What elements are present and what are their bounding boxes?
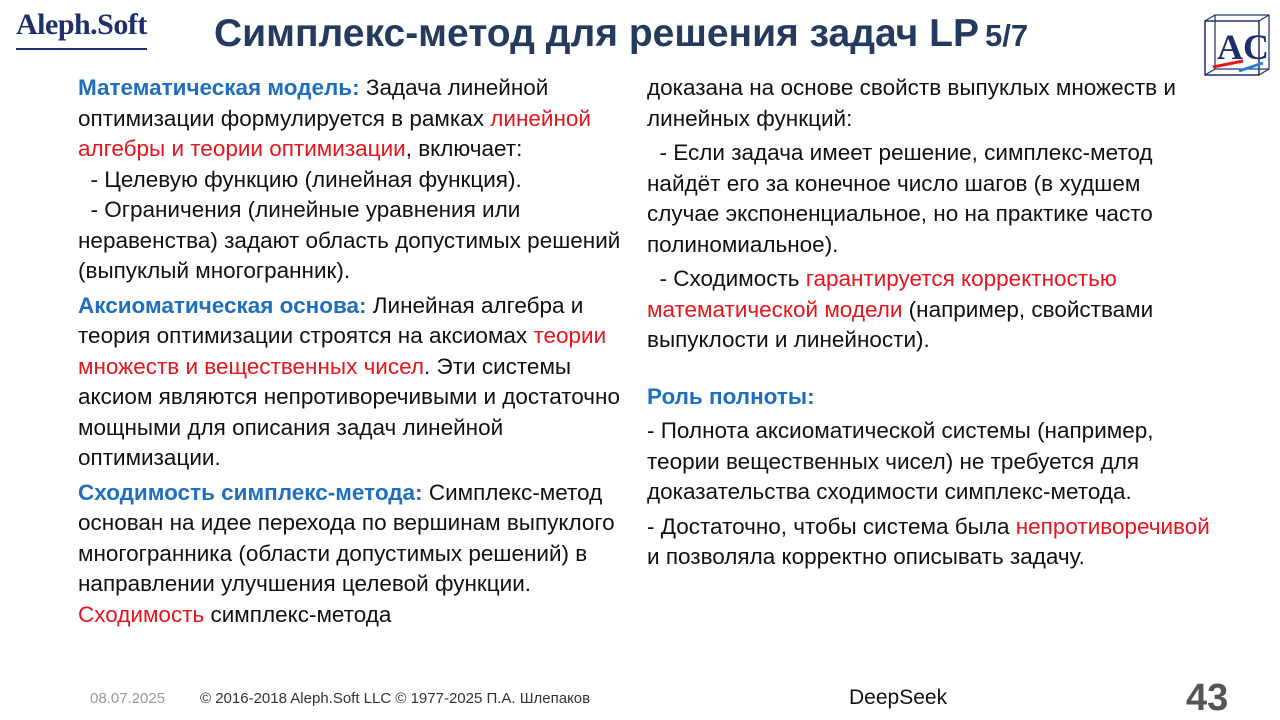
axiom-paragraph [78,291,638,474]
company-logo-text: Aleph.Soft [16,8,147,41]
convergence-text-1: Симплекс-метод основан на идее перехода по вершинам выпуклого многогранника (области допустимых решений) в направлении улучшения целевой функции. [78,479,615,596]
slide-title [214,12,1144,56]
slide-title-text: Симплекс-метод для решения задач LP [214,12,979,55]
completeness-item-1: - Полнота аксиоматической системы (например, теории вещественных чисел) не требуется для доказательства сходимости симплекс-метода. [647,418,1154,504]
ac-logo-icon [1203,13,1271,77]
left-column [78,73,638,630]
footer-copyright: © 2016-2018 Aleph.Soft LLC © 1977-2025 П.А. Шлепаков [200,690,591,707]
convergence-highlight: Сходимость [78,601,205,627]
convergence-paragraph [78,478,638,631]
convergence-item-guarantee [647,264,1217,356]
convergence-text-2: симплекс-метода [204,601,392,627]
company-logo [16,8,147,42]
completeness-highlight: непротиворечивой [1015,513,1210,539]
completeness-heading: Роль полноты: [647,383,815,409]
convergence-continuation: доказана на основе свойств выпуклых множеств и линейных функций: [647,75,1176,131]
slide-number: 43 [1186,677,1229,719]
convergence-item-finite: - Если задача имеет решение, симплекс-метод найдёт его за конечное число шагов (в худшем случае экспоненциальное, но на практике часто полиномиальное). [647,140,1160,257]
convergence-heading: Сходимость симплекс-метода: [78,479,423,505]
axiom-text-2: . Эти системы аксиом являются непротиворечивыми и достаточно мощными для описания задач линейной оптимизации. [78,353,620,470]
math-model-paragraph [78,73,638,165]
axiom-heading: Аксиоматическая основа: [78,292,367,318]
guarantee-text-1: - Сходимость [647,266,806,291]
completeness-text-1: - Достаточно, чтобы система была [647,513,1016,539]
slide-page-fraction: 5/7 [985,18,1029,53]
logo-underline [16,48,147,50]
completeness-item-2 [647,512,1217,573]
math-model-item-objective: - Целевую функцию (линейная функция). [78,166,522,192]
completeness-text-2: и позволяла корректно описывать задачу. [647,544,1085,569]
axiom-text-1: Линейная алгебра и теория оптимизации строятся на аксиомах [78,292,584,348]
math-model-text-2: , включает: [405,136,523,161]
guarantee-text-2: (например, свойствами выпуклости и линейности). [647,296,1160,352]
math-model-text-1: Задача линейной оптимизации формулируется в рамках [78,75,549,131]
right-column [647,73,1217,573]
math-model-highlight: линейной алгебры и теории оптимизации [78,105,591,161]
math-model-heading: Математическая модель: [78,75,360,100]
ac-logo-text: AC [1217,27,1269,67]
guarantee-highlight: гарантируется корректностью математической модели [647,266,1123,322]
footer-date: 08.07.2025 [90,690,166,707]
math-model-item-constraints: - Ограничения (линейные уравнения или неравенства) задают область допустимых решений (выпуклый многогранник). [78,197,627,283]
footer-source: DeepSeek [849,686,948,709]
axiom-highlight: теории множеств и вещественных чисел [78,323,607,379]
